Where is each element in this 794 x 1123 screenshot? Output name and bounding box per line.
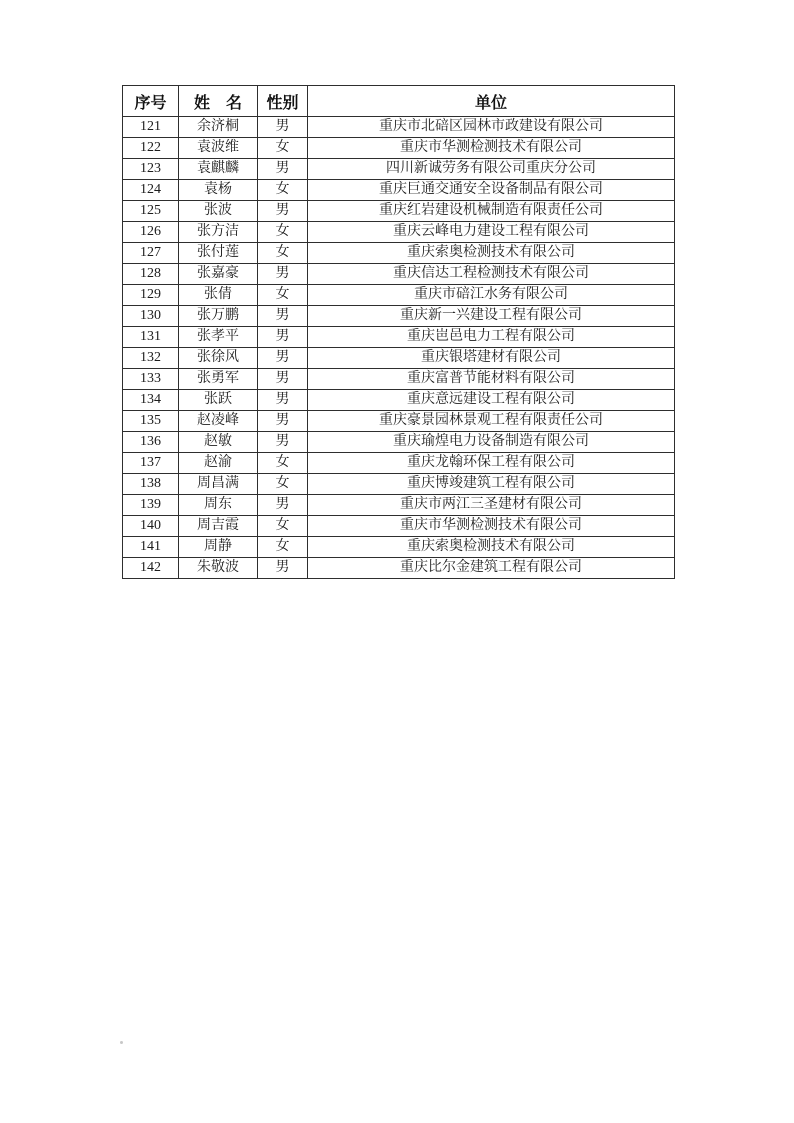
cell-no: 127 [123, 243, 179, 264]
table-row [123, 411, 675, 432]
table-row [123, 432, 675, 453]
cell-name: 张方洁 [179, 222, 258, 243]
cell-unit: 重庆市碚江水务有限公司 [308, 285, 675, 306]
cell-gender: 女 [258, 180, 308, 201]
table-row [123, 495, 675, 516]
column-header-unit: 单位 [308, 86, 675, 117]
cell-unit: 重庆意远建设工程有限公司 [308, 390, 675, 411]
cell-no: 134 [123, 390, 179, 411]
cell-no: 141 [123, 537, 179, 558]
cell-gender: 男 [258, 159, 308, 180]
cell-unit: 重庆瑜煌电力设备制造有限公司 [308, 432, 675, 453]
table-header [123, 86, 675, 117]
cell-name: 赵敏 [179, 432, 258, 453]
cell-name: 周东 [179, 495, 258, 516]
cell-gender: 女 [258, 474, 308, 495]
cell-unit: 重庆市华测检测技术有限公司 [308, 516, 675, 537]
cell-unit: 重庆龙翰环保工程有限公司 [308, 453, 675, 474]
scan-artifact-dot [120, 1041, 123, 1044]
cell-unit: 重庆索奥检测技术有限公司 [308, 537, 675, 558]
cell-no: 128 [123, 264, 179, 285]
table-row [123, 222, 675, 243]
cell-no: 131 [123, 327, 179, 348]
table-row [123, 453, 675, 474]
cell-name: 张孝平 [179, 327, 258, 348]
column-header-no: 序号 [123, 86, 179, 117]
cell-no: 122 [123, 138, 179, 159]
cell-name: 袁杨 [179, 180, 258, 201]
cell-gender: 女 [258, 243, 308, 264]
cell-gender: 男 [258, 201, 308, 222]
cell-no: 126 [123, 222, 179, 243]
cell-gender: 女 [258, 516, 308, 537]
table-row [123, 369, 675, 390]
header-row [123, 86, 675, 117]
cell-name: 周静 [179, 537, 258, 558]
cell-gender: 男 [258, 495, 308, 516]
cell-unit: 重庆新一兴建设工程有限公司 [308, 306, 675, 327]
cell-no: 136 [123, 432, 179, 453]
table-row [123, 306, 675, 327]
table-row [123, 201, 675, 222]
cell-name: 张万鹏 [179, 306, 258, 327]
table-row [123, 537, 675, 558]
cell-unit: 重庆市华测检测技术有限公司 [308, 138, 675, 159]
cell-name: 张倩 [179, 285, 258, 306]
table-row [123, 516, 675, 537]
cell-no: 135 [123, 411, 179, 432]
cell-no: 130 [123, 306, 179, 327]
table-row [123, 138, 675, 159]
table-row [123, 285, 675, 306]
cell-unit: 重庆比尔金建筑工程有限公司 [308, 558, 675, 579]
cell-unit: 四川新诚劳务有限公司重庆分公司 [308, 159, 675, 180]
cell-no: 138 [123, 474, 179, 495]
cell-gender: 男 [258, 348, 308, 369]
cell-no: 139 [123, 495, 179, 516]
cell-gender: 男 [258, 390, 308, 411]
table-body [123, 117, 675, 579]
cell-no: 123 [123, 159, 179, 180]
cell-gender: 男 [258, 369, 308, 390]
cell-gender: 女 [258, 537, 308, 558]
cell-gender: 女 [258, 138, 308, 159]
table-row [123, 327, 675, 348]
cell-unit: 重庆红岩建设机械制造有限责任公司 [308, 201, 675, 222]
cell-no: 137 [123, 453, 179, 474]
cell-unit: 重庆岜邑电力工程有限公司 [308, 327, 675, 348]
cell-gender: 女 [258, 453, 308, 474]
cell-unit: 重庆索奥检测技术有限公司 [308, 243, 675, 264]
cell-gender: 女 [258, 222, 308, 243]
cell-name: 张勇军 [179, 369, 258, 390]
cell-name: 余济桐 [179, 117, 258, 138]
cell-no: 140 [123, 516, 179, 537]
table-row [123, 117, 675, 138]
cell-unit: 重庆豪景园林景观工程有限责任公司 [308, 411, 675, 432]
cell-name: 赵凌峰 [179, 411, 258, 432]
table-row [123, 474, 675, 495]
cell-unit: 重庆云峰电力建设工程有限公司 [308, 222, 675, 243]
table-row [123, 243, 675, 264]
cell-no: 129 [123, 285, 179, 306]
table-row [123, 348, 675, 369]
table-row [123, 264, 675, 285]
table-row [123, 558, 675, 579]
cell-gender: 男 [258, 327, 308, 348]
roster-table [122, 85, 675, 579]
cell-unit: 重庆巨通交通安全设备制品有限公司 [308, 180, 675, 201]
cell-no: 133 [123, 369, 179, 390]
cell-unit: 重庆银塔建材有限公司 [308, 348, 675, 369]
cell-name: 袁麒麟 [179, 159, 258, 180]
cell-unit: 重庆信达工程检测技术有限公司 [308, 264, 675, 285]
cell-name: 张波 [179, 201, 258, 222]
cell-gender: 女 [258, 285, 308, 306]
cell-no: 124 [123, 180, 179, 201]
cell-name: 周吉霞 [179, 516, 258, 537]
cell-unit: 重庆市两江三圣建材有限公司 [308, 495, 675, 516]
cell-name: 朱敬波 [179, 558, 258, 579]
cell-name: 张付莲 [179, 243, 258, 264]
cell-no: 121 [123, 117, 179, 138]
table-row [123, 180, 675, 201]
table-row [123, 390, 675, 411]
cell-gender: 男 [258, 306, 308, 327]
cell-gender: 男 [258, 432, 308, 453]
cell-name: 赵渝 [179, 453, 258, 474]
cell-name: 张嘉豪 [179, 264, 258, 285]
column-header-gender: 性别 [258, 86, 308, 117]
table-row [123, 159, 675, 180]
cell-name: 周昌满 [179, 474, 258, 495]
cell-no: 132 [123, 348, 179, 369]
cell-unit: 重庆市北碚区园林市政建设有限公司 [308, 117, 675, 138]
cell-no: 125 [123, 201, 179, 222]
column-header-name: 姓 名 [179, 86, 258, 117]
cell-gender: 男 [258, 558, 308, 579]
cell-name: 张跃 [179, 390, 258, 411]
cell-gender: 男 [258, 264, 308, 285]
cell-gender: 男 [258, 411, 308, 432]
cell-unit: 重庆富普节能材料有限公司 [308, 369, 675, 390]
cell-gender: 男 [258, 117, 308, 138]
cell-no: 142 [123, 558, 179, 579]
cell-name: 张徐风 [179, 348, 258, 369]
cell-name: 袁波维 [179, 138, 258, 159]
cell-unit: 重庆博竣建筑工程有限公司 [308, 474, 675, 495]
